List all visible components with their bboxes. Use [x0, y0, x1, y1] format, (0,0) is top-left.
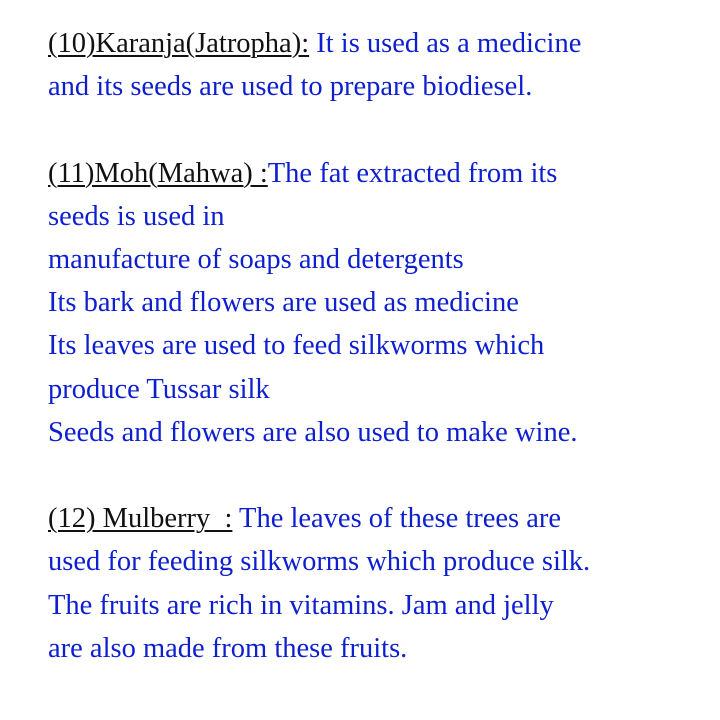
entry-text: It is used as a medicine — [309, 28, 582, 59]
entry-line: manufacture of soaps and detergents — [48, 244, 464, 275]
entry-line: produce Tussar silk — [48, 373, 270, 405]
entry-line: Seeds and flowers are also used to make wine. — [48, 416, 578, 448]
entry-text: The leaves of these trees are — [232, 503, 562, 535]
entry-mulberry — [48, 497, 708, 670]
entry-line: Its bark and flowers are used as medicine — [48, 287, 519, 319]
entry-first-line — [48, 22, 708, 65]
entry-mahwa — [48, 152, 708, 454]
entry-heading: (10)Karanja(Jatropha): — [48, 28, 310, 59]
entry-line: seeds is used in — [48, 200, 225, 232]
entry-karanja — [48, 22, 708, 108]
entry-heading: (11)Moh(Mahwa) : — [48, 157, 268, 189]
entry-line: The fruits are rich in vitamins. Jam and jelly — [48, 589, 554, 621]
entry-line: are also made from these fruits. — [48, 632, 408, 664]
entry-heading: (12) Mulberry : — [48, 503, 233, 535]
entry-text: The fat extracted from its — [267, 157, 558, 189]
document-page — [48, 22, 708, 713]
entry-first-line — [48, 152, 708, 195]
entry-line: and its seeds are used to prepare biodiesel. — [48, 71, 533, 103]
entry-first-line — [48, 497, 708, 540]
entry-line: Its leaves are used to feed silkworms which — [48, 330, 545, 362]
entry-line: used for feeding silkworms which produce silk. — [48, 546, 591, 578]
